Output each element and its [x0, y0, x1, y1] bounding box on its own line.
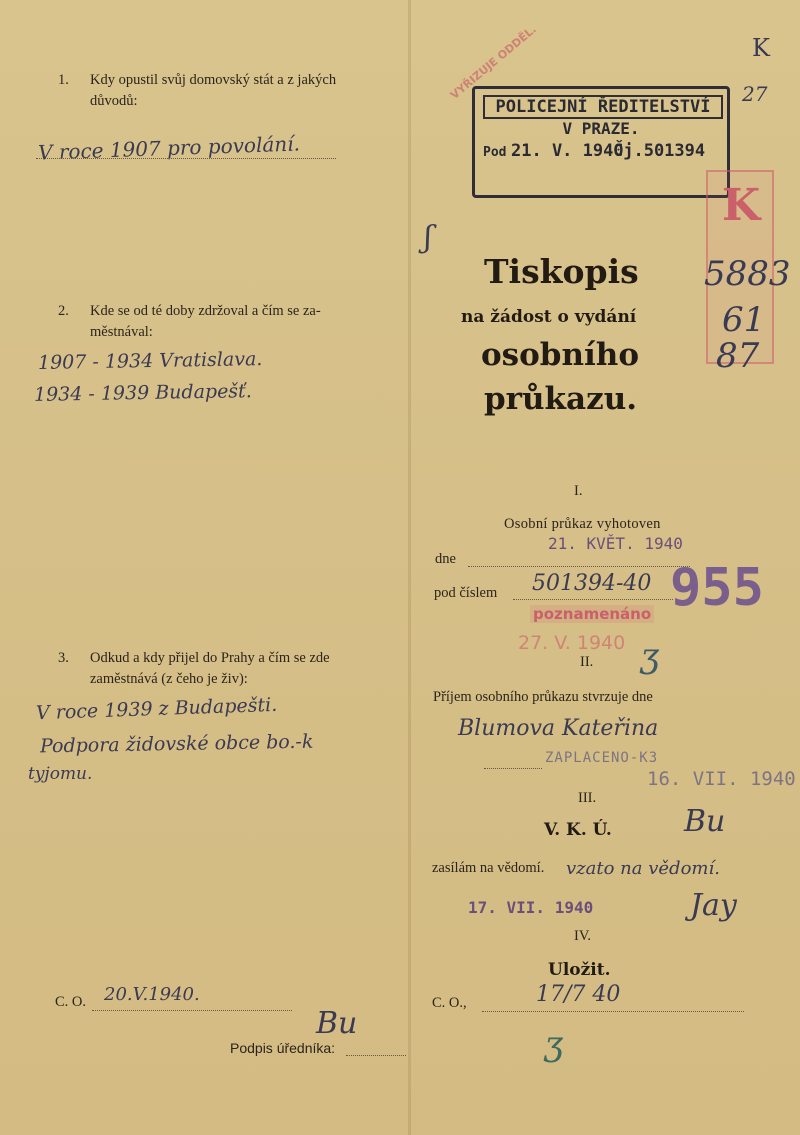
sec1-roman: I.: [574, 483, 583, 499]
diagonal-red-stamp: VYŘIZUJE ODDĚL.: [448, 22, 539, 102]
red-k-letter: K: [722, 180, 761, 231]
title-osobniho: osobního: [481, 337, 640, 373]
official-signature: Bu: [316, 1006, 358, 1041]
sec2-signature: Blumova Kateřina: [458, 716, 659, 741]
q1-line1: Kdy opustil svůj domovský stát a z jakých: [90, 72, 337, 88]
police-stamp-line1: POLICEJNÍ ŘEDITELSTVÍ: [483, 95, 723, 119]
police-stamp-pod: Pod: [483, 145, 507, 160]
signature-line: [346, 1055, 406, 1056]
sec3-signature: Jay: [690, 888, 737, 923]
sec4-co-label: C. O.,: [432, 995, 467, 1011]
sec4-heading: Uložit.: [548, 960, 611, 980]
sec3-date: 17. VII. 1940: [468, 898, 594, 917]
co-value-left: 20.V.1940.: [104, 984, 200, 1005]
co-label-left: C. O.: [55, 994, 87, 1010]
title-prukazu: průkazu.: [484, 381, 638, 417]
signature-label: Podpis úředníka:: [230, 1040, 336, 1056]
police-stamp-ref: Čj.501394: [613, 141, 706, 161]
q2-line2: městnával:: [90, 324, 153, 340]
sec1-dne-label: dne: [435, 551, 456, 567]
q3-answer1: V roce 1939 z Budapešti.: [35, 693, 278, 725]
q3-number: 3.: [58, 650, 69, 666]
sec2-roman: II.: [580, 654, 594, 670]
sec1-note: poznamenáno: [530, 605, 654, 623]
police-stamp: [472, 86, 730, 198]
police-stamp-line2: V PRAZE.: [562, 119, 640, 138]
hand-mark-s: ʃ: [424, 220, 433, 255]
sec3-initials: Bu: [684, 804, 726, 839]
q3-line2: zaměstnává (z čeho je živ):: [90, 671, 248, 687]
sec4-co-value: 17/7 40: [536, 982, 621, 1007]
q1-line2: důvodů:: [90, 93, 138, 109]
sec3-text: zasílám na vědomí.: [432, 860, 545, 876]
sec4-co-line: [482, 1011, 744, 1012]
sec2-text: Příjem osobního průkazu stvrzuje dne: [433, 689, 653, 705]
corner-number: 27: [742, 82, 768, 106]
page-fold: [408, 0, 411, 1135]
q2-answer1: 1907 - 1934 Vratislava.: [37, 348, 263, 374]
sec3-heading: V. K. Ú.: [544, 820, 612, 840]
q3-answer2: Podpora židovské obce bo.-k: [39, 730, 314, 758]
sec4-green-mark: ʒ: [544, 1024, 564, 1064]
sec3-roman: III.: [578, 790, 597, 806]
corner-mark: K: [752, 34, 770, 62]
q3-answer3: tyjomu.: [28, 764, 93, 784]
sec3-hand: vzato na vědomí.: [566, 858, 720, 879]
sec2-paid-stamp: ZAPLACENO-K3: [545, 750, 659, 766]
q1-answer: V roce 1907 pro povolání.: [37, 131, 301, 165]
sec1-note-date: 27. V. 1940: [518, 632, 626, 654]
sec1-heading: Osobní průkaz vyhotoven: [504, 516, 661, 532]
hand-number-87: 87: [716, 336, 760, 376]
q1-answer-line: [36, 158, 336, 159]
q2-answer2: 1934 - 1939 Budapešť.: [33, 380, 252, 406]
sec1-big-number: 955: [670, 558, 764, 618]
sec1-cislo-value: 501394-40: [532, 571, 652, 596]
co-line-left: [92, 1010, 292, 1011]
sec2-check-mark: ʒ: [640, 636, 660, 676]
hand-number-5883: 5883: [704, 254, 791, 294]
title-tiskopis: Tiskopis: [484, 252, 639, 291]
sec2-paid-date: 16. VII. 1940: [647, 768, 796, 790]
title-zadost: na žádost o vydání: [461, 307, 637, 327]
sec1-cislo-line: [513, 599, 673, 600]
q3-line1: Odkud a kdy přijel do Prahy a čím se zde: [90, 650, 330, 666]
sec1-dne-value: 21. KVĚT. 1940: [548, 534, 683, 553]
q2-number: 2.: [58, 303, 69, 319]
police-stamp-date: 21. V. 1940: [511, 141, 624, 161]
sec1-cislo-label: pod číslem: [434, 585, 498, 601]
q2-line1: Kde se od té doby zdržoval a čím se za-: [90, 303, 321, 319]
sec1-dne-line: [468, 566, 690, 567]
q1-number: 1.: [58, 72, 69, 88]
sec4-roman: IV.: [574, 928, 592, 944]
hand-number-61: 61: [722, 300, 766, 340]
sec2-line: [484, 768, 542, 769]
